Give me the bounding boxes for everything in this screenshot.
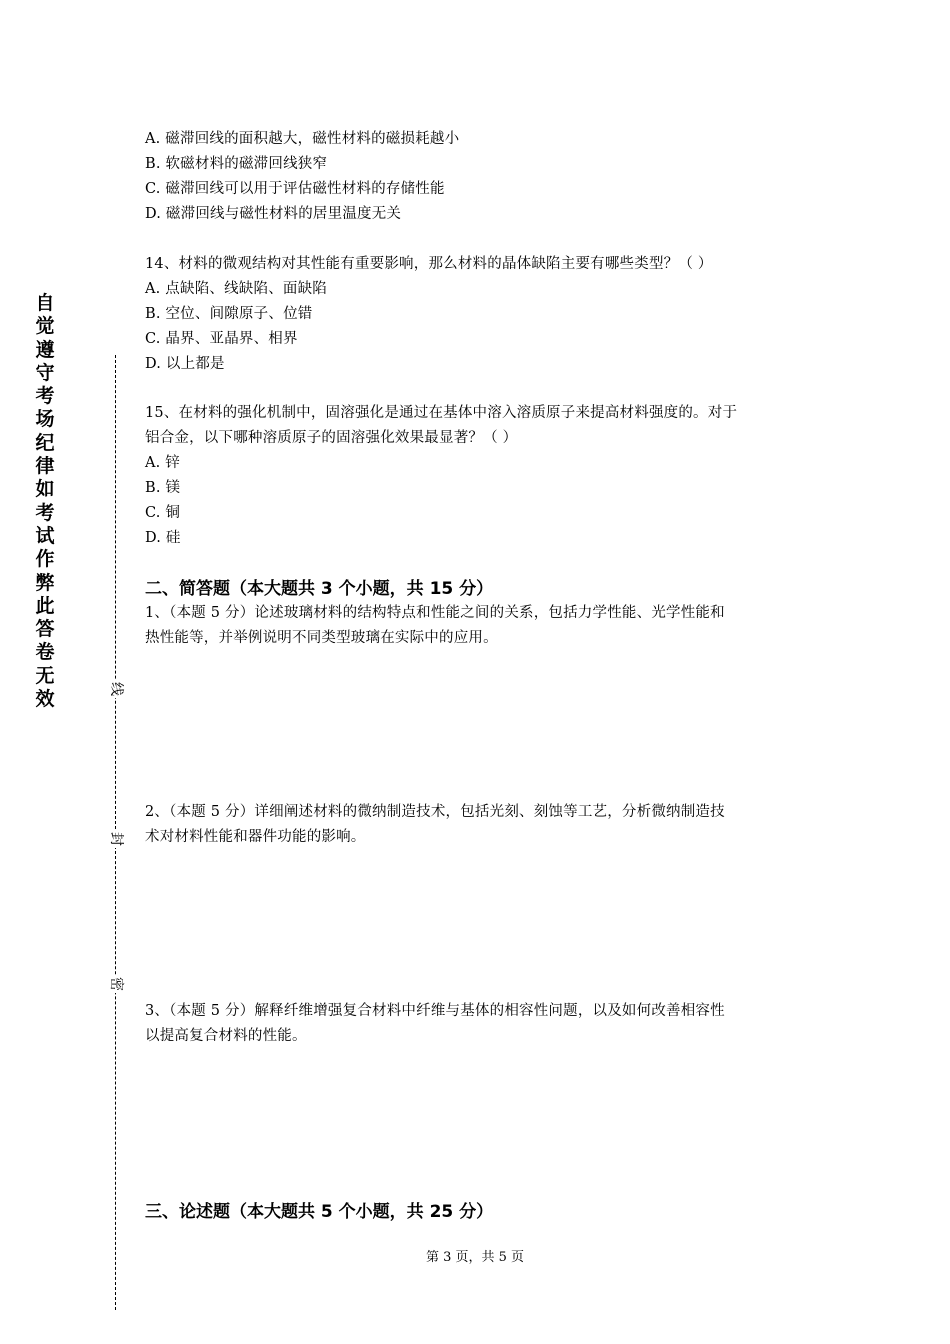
q15-option-a: A. 锌 (145, 455, 180, 471)
s2-q2-line2: 术对材料性能和器件功能的影响。 (145, 829, 366, 845)
q13-option-d: D. 磁滞回线与磁性材料的居里温度无关 (145, 206, 402, 222)
q15-option-b: B. 镁 (145, 480, 181, 496)
s2-q1-line1: 1、（本题 5 分）论述玻璃材料的结构特点和性能之间的关系，包括力学性能、光学性能和 (145, 605, 725, 621)
q13-option-a: A. 磁滞回线的面积越大，磁性材料的磁损耗越小 (145, 131, 460, 147)
s2-q3-line1: 3、（本题 5 分）解释纤维增强复合材料中纤维与基体的相容性问题，以及如何改善相容性 (145, 1003, 725, 1019)
q14-option-c: C. 晶界、亚晶界、相界 (145, 331, 298, 347)
q14-option-d: D. 以上都是 (145, 356, 225, 372)
q14-option-a: A. 点缺陷、线缺陷、面缺陷 (145, 281, 327, 297)
q15-stem-line2: 铝合金，以下哪种溶质原子的固溶强化效果最显著？（ ） (145, 430, 518, 446)
q14-option-b: B. 空位、间隙原子、位错 (145, 306, 313, 322)
s2-q3-line2: 以提高复合材料的性能。 (145, 1028, 307, 1044)
binding-mark-line: 线 (108, 682, 124, 696)
binding-mark-seal: 封 (108, 832, 124, 846)
q15-option-c: C. 铜 (145, 505, 181, 521)
q15-stem-line1: 15、在材料的强化机制中，固溶强化是通过在基体中溶入溶质原子来提高材料强度的。对于 (145, 405, 738, 421)
page-footer: 第 3 页，共 5 页 (425, 1250, 525, 1265)
q13-option-b: B. 软磁材料的磁滞回线狭窄 (145, 156, 328, 172)
q14-stem: 14、材料的微观结构对其性能有重要影响，那么材料的晶体缺陷主要有哪些类型？（ ） (145, 256, 713, 272)
s2-q1-line2: 热性能等，并举例说明不同类型玻璃在实际中的应用。 (145, 630, 498, 646)
q13-option-c: C. 磁滞回线可以用于评估磁性材料的存储性能 (145, 181, 445, 197)
section3-title: 三、论述题（本大题共 5 个小题，共 25 分） (145, 1202, 494, 1222)
binding-mark-secret: 密 (108, 977, 124, 991)
s2-q2-line1: 2、（本题 5 分）详细阐述材料的微纳制造技术，包括光刻、刻蚀等工艺，分析微纳制造技 (145, 804, 725, 820)
section2-title: 二、简答题（本大题共 3 个小题，共 15 分） (145, 579, 494, 599)
q15-option-d: D. 硅 (145, 530, 181, 546)
exam-discipline-notice: 自觉遵守考场纪律如考试作弊此答卷无效 (35, 292, 55, 711)
